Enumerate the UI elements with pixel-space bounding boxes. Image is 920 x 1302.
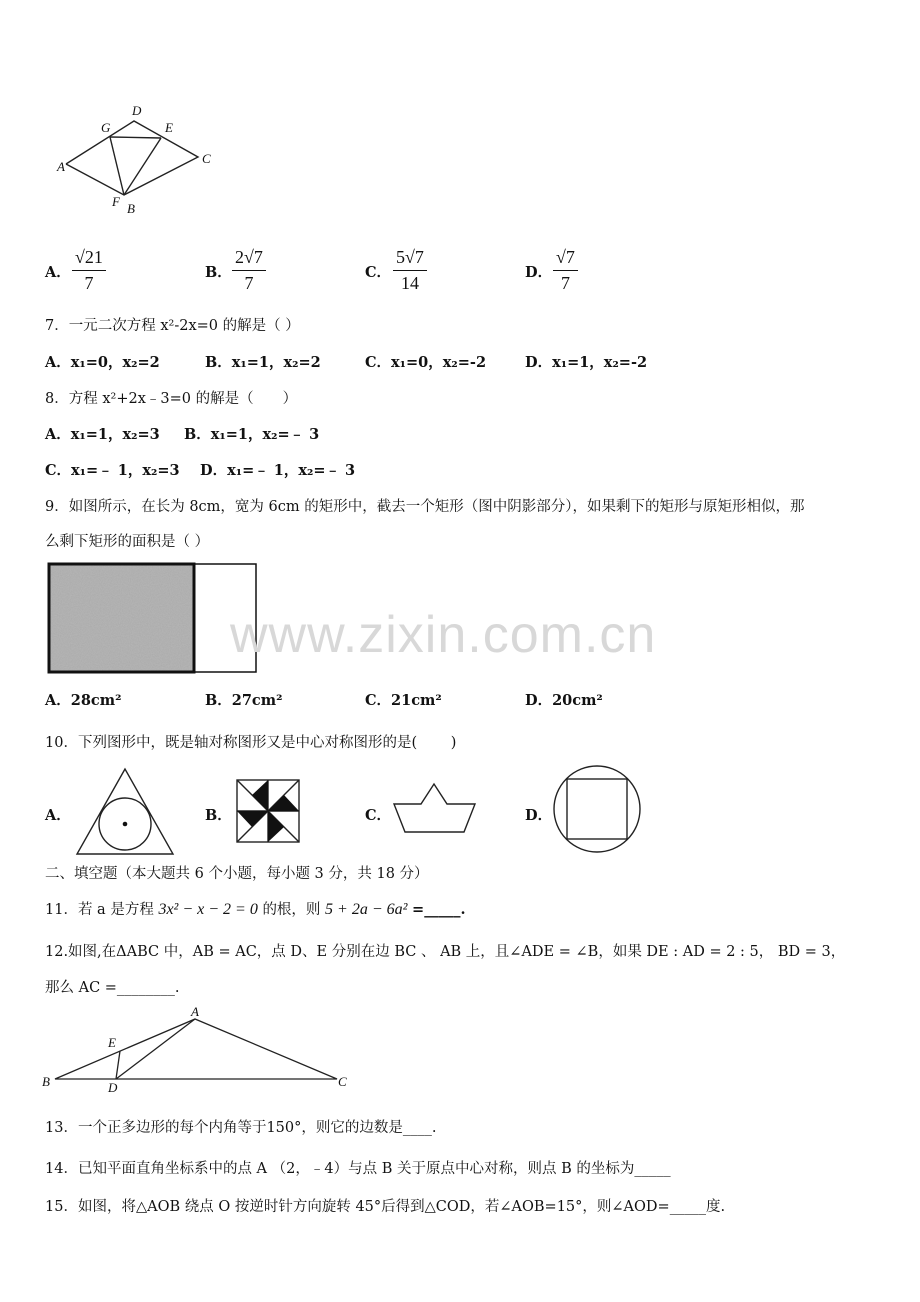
q11-prefix: 11．若 a 是方程 (45, 902, 154, 918)
q6-label-b: B (127, 201, 135, 216)
q8-option-b[interactable]: B．x₁=1，x₂=﹣ 3 (184, 426, 320, 443)
q6-option-d-den: 7 (560, 273, 570, 293)
q6-option-a-letter[interactable]: A． (45, 264, 71, 281)
q6-label-d: D (132, 103, 142, 118)
q7-option-b[interactable]: B．x₁=1，x₂=2 (205, 354, 321, 371)
q12-label-d: D (108, 1080, 118, 1095)
q6-option-c-den: 14 (400, 273, 419, 293)
q10-option-a-letter[interactable]: A． (45, 807, 71, 824)
q10-option-b-letter[interactable]: B． (205, 807, 232, 824)
q6-option-b-den: 7 (244, 273, 254, 293)
q10-stem: 10．下列图形中，既是轴对称图形又是中心对称图形的是( ) (45, 735, 457, 751)
q6-label-f: F (112, 194, 120, 209)
q12-stem-line2: 那么 AC =________. (45, 980, 180, 996)
q9-option-b[interactable]: B．27cm² (205, 692, 283, 709)
q10-option-d-figure[interactable] (551, 763, 643, 855)
q6-option-c-letter[interactable]: C． (365, 264, 392, 281)
q11-equation: 3x² − x − 2 = 0 (158, 901, 258, 918)
q11-expression: 5 + 2a − 6a² (325, 901, 408, 918)
q6-option-b-fraction (232, 247, 266, 294)
q6-option-a-den: 7 (84, 273, 94, 293)
q9-stem-line2: 么剩下矩形的面积是（ ） (45, 534, 210, 550)
watermark: www.zixin.com.cn (230, 606, 657, 664)
q11-mid: 的根，则 (262, 902, 321, 918)
q12-stem-line1: 12.如图,在ΔABC 中，AB = AC，点 D、E 分别在边 BC 、 AB 上，且∠ADE = ∠B，如果 DE : AD = 2 : 5， BD = 3， (45, 944, 846, 960)
q7-stem: 7．一元二次方程 x²-2x=0 的解是（ ） (45, 318, 300, 334)
q6-option-b-num: 2√7 (232, 247, 266, 271)
q7-option-c[interactable]: C．x₁=0，x₂=-2 (365, 354, 487, 371)
q9-option-d[interactable]: D．20cm² (525, 692, 603, 709)
q9-option-c[interactable]: C．21cm² (365, 692, 442, 709)
q12-figure (50, 1010, 350, 1090)
q8-option-d[interactable]: D．x₁=﹣ 1，x₂=﹣ 3 (200, 462, 356, 479)
q12-label-e: E (108, 1035, 116, 1050)
q11 (45, 898, 466, 919)
q6-option-a-num: √21 (72, 247, 106, 271)
q13: 13．一个正多边形的每个内角等于150°，则它的边数是____. (45, 1120, 437, 1136)
q7-option-a[interactable]: A．x₁=0，x₂=2 (45, 354, 160, 371)
section2-heading: 二、填空题（本大题共 6 个小题，每小题 3 分，共 18 分） (45, 866, 429, 882)
q12-label-b: B (42, 1074, 50, 1089)
q10-option-b-figure[interactable] (234, 777, 302, 845)
q6-option-d-num: √7 (553, 247, 578, 271)
q8-stem: 8．方程 x²+2x﹣3=0 的解是（ ） (45, 391, 298, 407)
q14: 14．已知平面直角坐标系中的点 A （2，﹣4）与点 B 关于原点中心对称，则点 B 的坐标为_____ (45, 1161, 671, 1177)
q6-option-c-fraction (393, 247, 427, 294)
q6-option-a-fraction (72, 247, 106, 294)
q6-label-a: A (57, 159, 65, 174)
q6-label-c: C (202, 151, 211, 166)
q15: 15．如图，将△AOB 绕点 O 按逆时针方向旋转 45°后得到△COD，若∠AOB=15°，则∠AOD=_____度. (45, 1199, 726, 1215)
q10-option-c-figure[interactable] (391, 780, 481, 836)
q6-label-g: G (101, 120, 111, 135)
q9-stem-line1: 9．如图所示，在长为 8cm，宽为 6cm 的矩形中，截去一个矩形（图中阴影部分），如果剩下的矩形与原矩形相似，那 (45, 499, 805, 515)
q10-option-d-letter[interactable]: D． (525, 807, 553, 824)
q12-label-a: A (191, 1004, 199, 1019)
q6-label-e: E (165, 120, 173, 135)
q6-option-b-letter[interactable]: B． (205, 264, 232, 281)
q7-option-d[interactable]: D．x₁=1，x₂=-2 (525, 354, 648, 371)
q12-label-c: C (338, 1074, 347, 1089)
q6-option-c-num: 5√7 (393, 247, 427, 271)
q10-option-a-figure[interactable] (74, 766, 178, 858)
q6-option-d-letter[interactable]: D． (525, 264, 553, 281)
q8-option-a[interactable]: A．x₁=1，x₂=3 (45, 426, 160, 443)
q10-option-c-letter[interactable]: C． (365, 807, 392, 824)
q9-option-a[interactable]: A．28cm² (45, 692, 122, 709)
q6-option-d-fraction (553, 247, 578, 294)
q11-answer-blank[interactable]: =_____. (412, 901, 466, 918)
q8-option-c[interactable]: C．x₁=﹣ 1，x₂=3 (45, 462, 180, 479)
